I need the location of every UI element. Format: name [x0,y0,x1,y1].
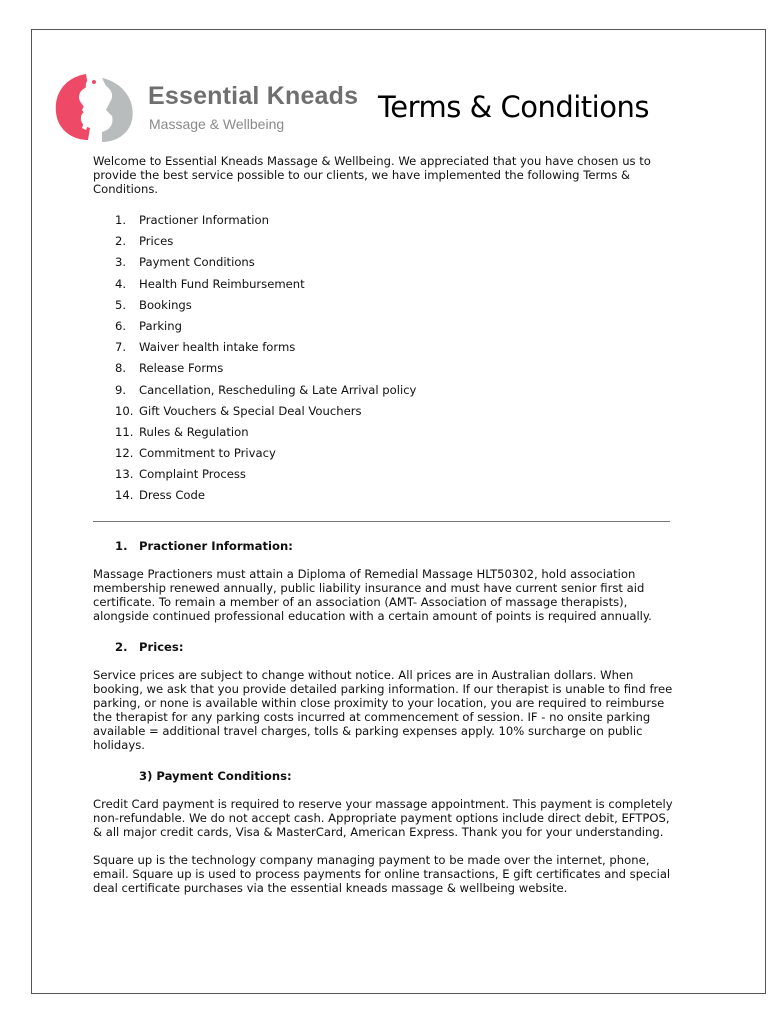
toc-label: Practioner Information [139,213,269,227]
toc-label: Dress Code [139,488,206,503]
toc-item [93,210,678,231]
section-body-practioner: Massage Practioners must attain a Diploma of Remedial Massage HLT50302, hold association membership renewed annually, public liability insurance and must have current senior first aid certificate. To remain a member of an association (AMT- Association of massage therapists), alongside continued professional education with a certain amount of points is required annually. [93,566,652,623]
toc-item [93,231,678,252]
toc-number: 3. [115,255,127,270]
toc-item [93,252,678,273]
document-body [93,154,678,895]
page-title: Terms & Conditions [378,90,649,124]
toc-number: 6. [115,318,127,333]
toc-number: 13. [115,467,134,482]
section-number: 1. [115,538,128,553]
toc-number: 2. [115,234,127,249]
section-heading-practioner [93,539,678,553]
toc-item [93,316,678,337]
brand-logo [52,70,359,145]
toc-item [93,422,678,443]
intro-paragraph: Welcome to Essential Kneads Massage & Wellbeing. We appreciated that you have chosen us to provide the best service possible to our clients, we have implemented the following Terms & Conditions. [93,154,651,196]
toc-item [93,337,678,358]
toc-item [93,401,678,422]
toc-item [93,358,678,379]
section-body-payment: Credit Card payment is required to reserve your massage appointment. This payment is completely non-refundable. We do not accept cash. Appropriate payment options include direct debit, EFTPOS, & all major credit cards, Visa & MasterCard, American Express. Thank you for your understanding. [93,796,673,839]
section-body-prices: Service prices are subject to change without notice. All prices are in Australian dollars. When booking, we ask that you provide detailed parking information. If our therapist is unable to find free parking, or none is available within close proximity to your location, you are required to reimburse the therapist for any parking costs incurred at commencement of session. IF - no onsite parking available = additional travel charges, tolls & parking expenses apply. 10% surcharge on public holidays. [93,667,673,752]
toc-label: Complaint Process [139,467,246,482]
section-heading-prices [93,640,678,654]
section-divider [93,521,670,522]
logo-mark-icon [52,70,142,145]
section-heading-payment: 3) Payment Conditions: [139,768,292,783]
toc-item [93,380,678,401]
brand-tagline: Massage & Wellbeing [149,116,285,132]
toc-label: Release Forms [139,361,224,376]
section-body-squareup: Square up is the technology company managing payment to be made over the internet, phone, email. Square up is used to process payments for online transactions, E gift certificates and special deal certificate purchases via the essential kneads massage & wellbeing website. [93,852,671,895]
toc-number: 8. [115,361,127,376]
toc-number: 11. [115,424,134,439]
toc-label: Payment Conditions [139,255,255,270]
brand-name: Essential Kneads [148,82,359,110]
toc-item [93,274,678,295]
section-title: Prices: [139,639,184,654]
toc-number: 10. [115,403,134,418]
toc-label: Health Fund Reimbursement [139,276,305,291]
toc-number: 9. [115,382,127,397]
toc-label: Commitment to Privacy [139,446,276,461]
toc-number: 4. [115,276,127,291]
toc-item [93,295,678,316]
toc-label: Parking [139,318,182,333]
toc-number: 12. [115,446,134,461]
toc-number: 7. [115,340,127,355]
section-number: 2. [115,639,128,654]
toc-label: Cancellation, Rescheduling & Late Arrival policy [139,382,417,397]
toc-label: Prices [139,234,174,249]
toc-item [93,464,678,485]
toc-number: 14. [115,488,134,503]
toc-item [93,443,678,464]
toc-number: 1. [115,213,127,227]
toc-label: Gift Vouchers & Special Deal Vouchers [139,403,362,418]
toc-label: Bookings [139,297,192,312]
section-title: Practioner Information: [139,538,293,553]
toc-label: Waiver health intake forms [139,340,296,355]
toc-number: 5. [115,297,127,312]
toc-label: Rules & Regulation [139,424,249,439]
table-of-contents [93,210,678,507]
toc-item [93,485,678,506]
